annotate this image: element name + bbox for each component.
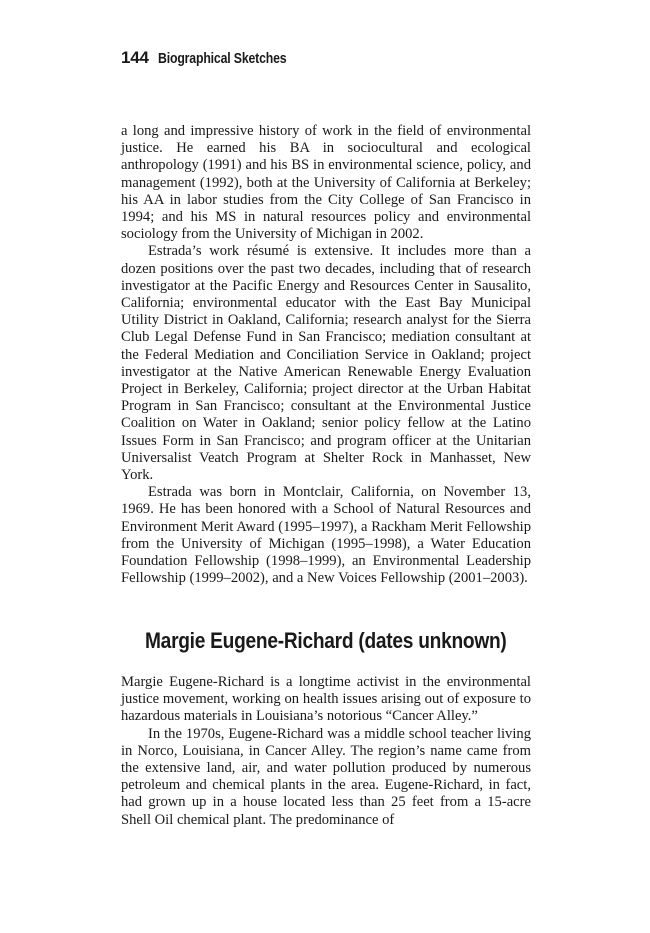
page-number: 144 [121,48,149,67]
section-heading: Margie Eugene-Richard (dates unknown) [145,628,507,653]
paragraph: Estrada’s work résumé is extensive. It includes more than a dozen positions over the past two decades, including that of research investigator at the Pacific Energy and Resources Center in Sausalito, California; environmental educator with the East Bay Municipal Utility District in Oakland, California; research analyst for the Sierra Club Legal Defense Fund in San Francisco; mediation consultant at the Federal Mediation and Conciliation Service in Oakland; project investigator at the Native American Renewable Energy Evaluation Project in Berkeley, California; project director at the Urban Habitat Program in San Francisco; consultant at the Environmental Justice Coalition on Water in Oakland; senior policy fellow at the Latino Issues Form in San Francisco; and program officer at the Unitarian Universalist Veatch Program at Shelter Rock in Manhasset, New York. [121,243,531,484]
paragraph: Margie Eugene-Richard is a longtime activist in the environmental justice movement, working on health issues arising out of exposure to hazardous materials in Louisiana’s notorious “Cancer Alley.” [121,674,531,725]
paragraph: In the 1970s, Eugene-Richard was a middle school teacher living in Norco, Louisiana, in Cancer Alley. The region’s name came from the extensive land, air, and water pollution produced by numerous petroleum and chemical plants in the area. Eugene-Richard, in fact, had grown up in a house located less than 25 feet from a 15-acre Shell Oil chemical plant. The predominance of [121,725,531,828]
paragraph: a long and impressive history of work in the field of environmental justice. He earned his BA in sociocultural and ecological anthropology (1991) and his BS in environmental science, policy, and management (1992), both at the University of California at Berkeley; his AA in labor studies from the City College of San Francisco in 1994; and his MS in natural resources policy and environmental sociology from the University of Michigan in 2002. [121,123,531,243]
eugene-richard-text-block [121,674,531,829]
running-head [121,48,314,68]
running-head-title: Biographical Sketches [157,50,287,67]
estrada-text-block [121,123,531,587]
paragraph: Estrada was born in Montclair, California, on November 13, 1969. He has been honored with a School of Natural Resources and Environment Merit Award (1995–1997), a Rackham Merit Fellowship from the University of Michigan (1995–1998), a Water Education Foundation Fellowship (1998–1999), an Environmental Leadership Fellowship (1999–2002), and a New Voices Fellowship (2001–2003). [121,484,531,587]
